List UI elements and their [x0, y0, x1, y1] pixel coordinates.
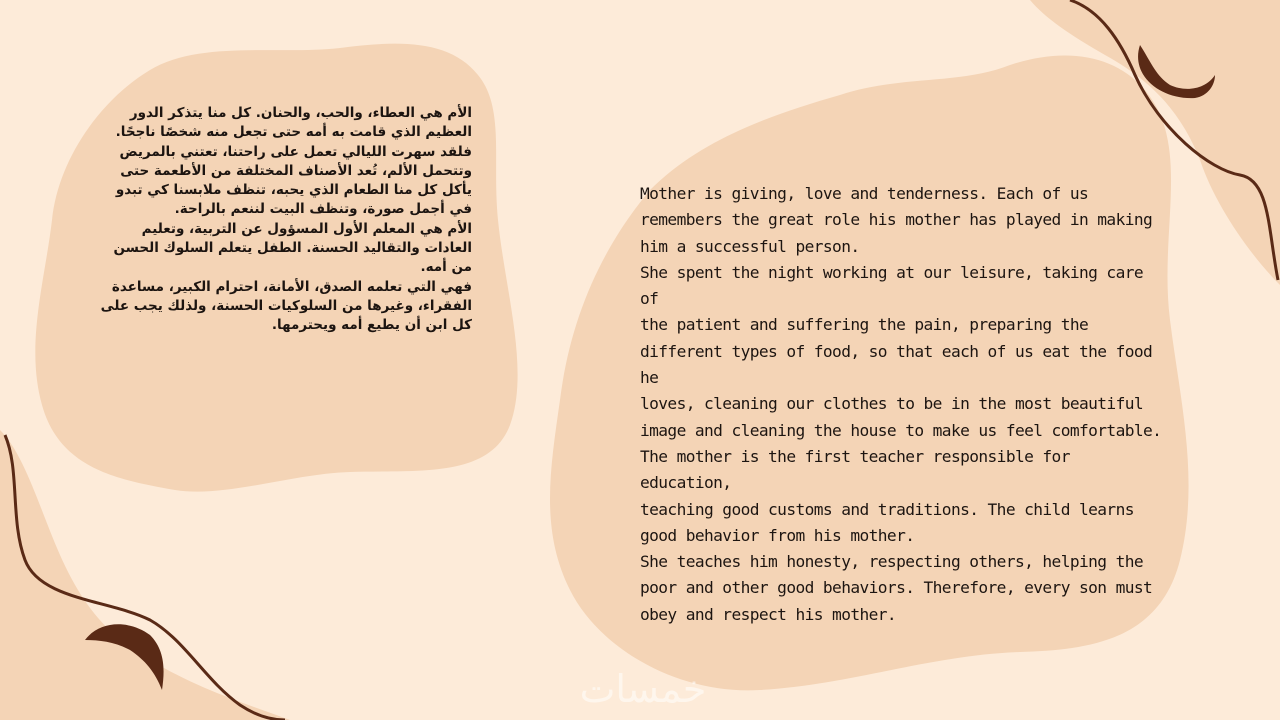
arabic-text-block	[100, 104, 472, 336]
english-paragraph: She spent the night working at our leisure, taking care of the patient and suffering the pain, preparing the different types of food, so that each of us eat the food he loves, cleaning our clothes to be in the most beautiful image and cleaning the house to make us feel comfortable.	[640, 262, 1162, 440]
arabic-paragraph: الأم هي العطاء، والحب، والحنان. كل منا يتذكر الدور العظيم الذي قامت به أمه حتى تجعل منه شخصًا ناجحًا. فلقد سهرت الليالي تعمل على راحتنا، تعتني بالمريض وتتحمل الألم، تُعد الأصناف المختلفة من الأطعمة حتى يأكل كل منا الطعام الذي يحبه، تنظف ملابسنا كي تبدو في أجمل صورة، وتنظف البيت لننعم بالراحة.	[115, 105, 472, 218]
arabic-paragraph: فهي التي تعلمه الصدق، الأمانة، احترام الكبير، مساعدة الفقراء، وغيرها من السلوكيات الحسنة، ولذلك يجب على كل ابن أن يطيع أمه ويحترمها.	[100, 278, 472, 334]
english-text-block	[640, 181, 1165, 628]
arabic-paragraph: الأم هي المعلم الأول المسؤول عن التربية، وتعليم العادات والتقاليد الحسنة. الطفل يتعلم السلوك الحسن من أمه.	[113, 220, 472, 276]
watermark-logo: خمسات	[579, 667, 707, 711]
english-paragraph: The mother is the first teacher responsible for education, teaching good customs and traditions. The child learns good behavior from his mother.	[640, 446, 1134, 545]
english-paragraph: She teaches him honesty, respecting others, helping the poor and other good behaviors. Therefore, every son must obey and respect his mother.	[640, 552, 1153, 624]
english-paragraph: Mother is giving, love and tenderness. Each of us remembers the great role his mother has played in making him a successful person.	[640, 184, 1153, 256]
